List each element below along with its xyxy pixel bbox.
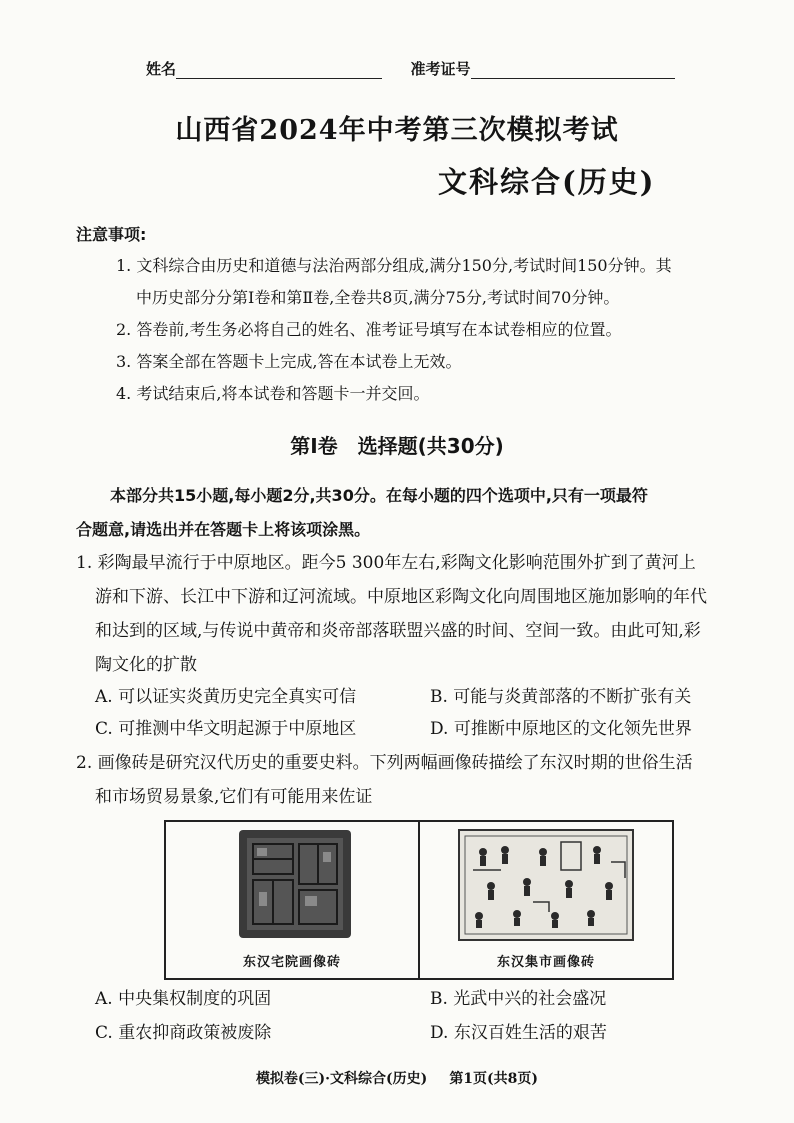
notice-item: 4. 考试结束后,将本试卷和答题卡一并交回。 <box>116 384 430 403</box>
section-intro-line1: 本部分共15小题,每小题2分,共30分。在每小题的四个选项中,只有一项最符 <box>110 486 648 505</box>
q1-line: 和达到的区域,与传说中黄帝和炎帝部落联盟兴盛的时间、空间一致。由此可知,彩 <box>95 621 701 641</box>
section-intro-line2: 合题意,请选出并在答题卡上将该项涂黑。 <box>76 520 371 539</box>
notice-title: 注意事项: <box>76 225 147 244</box>
q1-line: 游和下游、长江中下游和辽河流域。中原地区彩陶文化向周围地区施加影响的年代 <box>95 587 707 607</box>
footer-page-number: 第1页(共8页) <box>449 1071 539 1087</box>
exam-id-label: 准考证号 <box>410 60 471 78</box>
name-label: 姓名 <box>146 60 177 78</box>
exam-title: 山西省2024年中考第三次模拟考试 <box>175 115 619 146</box>
q1-option-b[interactable]: B. 可能与炎黄部落的不断扩张有关 <box>430 687 692 707</box>
notice-item: 2. 答卷前,考生务必将自己的姓名、准考证号填写在本试卷相应的位置。 <box>116 320 622 339</box>
q1-option-a[interactable]: A. 可以证实炎黄历史完全真实可信 <box>95 687 357 707</box>
footer-exam-label: 模拟卷(三)·文科综合(历史) <box>255 1071 428 1087</box>
courtyard-brick-image <box>166 822 418 947</box>
page-footer <box>0 1068 794 1088</box>
q1-line: 1. 彩陶最早流行于中原地区。距今5 300年左右,彩陶文化影响范围外扩到了黄河上 <box>76 553 696 573</box>
q1-option-c[interactable]: C. 可推测中华文明起源于中原地区 <box>95 719 357 739</box>
notice-item: 中历史部分分第Ⅰ卷和第Ⅱ卷,全卷共8页,满分75分,考试时间70分钟。 <box>136 288 620 307</box>
q2-option-b[interactable]: B. 光武中兴的社会盛况 <box>430 989 607 1009</box>
q2-line: 和市场贸易景象,它们有可能用来佐证 <box>95 787 373 807</box>
notice-item: 3. 答案全部在答题卡上完成,答在本试卷上无效。 <box>116 352 462 371</box>
q2-line: 2. 画像砖是研究汉代历史的重要史料。下列两幅画像砖描绘了东汉时期的世俗生活 <box>76 753 693 773</box>
market-brick-panel <box>418 822 672 978</box>
notice-item: 1. 文科综合由历史和道德与法治两部分组成,满分150分,考试时间150分钟。其 <box>116 256 672 275</box>
brick-images-frame <box>164 820 674 980</box>
market-brick-image <box>420 822 672 947</box>
exam-id-blank[interactable] <box>471 62 675 79</box>
exam-subject: 文科综合(历史) <box>438 165 656 199</box>
courtyard-brick-panel <box>166 822 418 978</box>
q1-line: 陶文化的扩散 <box>95 655 197 675</box>
q2-option-d[interactable]: D. 东汉百姓生活的艰苦 <box>430 1023 607 1043</box>
courtyard-brick-caption: 东汉宅院画像砖 <box>242 955 341 970</box>
section-title: 第Ⅰ卷 选择题(共30分) <box>290 434 504 458</box>
name-blank[interactable] <box>176 62 382 79</box>
q1-option-d[interactable]: D. 可推断中原地区的文化领先世界 <box>430 719 692 739</box>
candidate-info-line <box>146 58 675 79</box>
q2-option-a[interactable]: A. 中央集权制度的巩固 <box>95 989 272 1009</box>
market-brick-caption: 东汉集市画像砖 <box>496 955 595 970</box>
q2-option-c[interactable]: C. 重农抑商政策被废除 <box>95 1023 272 1043</box>
